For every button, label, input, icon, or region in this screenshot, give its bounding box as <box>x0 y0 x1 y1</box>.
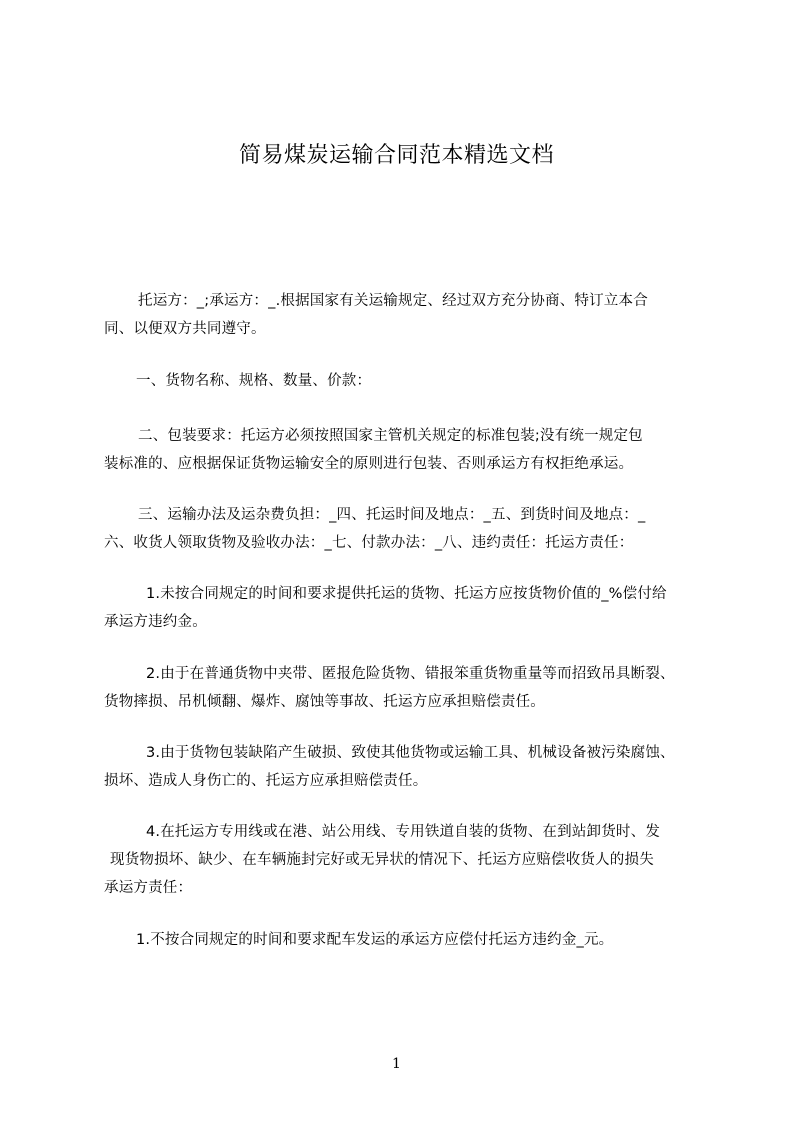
paragraph-shipper-item-2 <box>104 660 704 716</box>
paragraph-line: 装标准的、应根据保证货物运输安全的原则进行包装、否则承运方有权拒绝承运。 <box>104 456 634 472</box>
paragraph-shipper-item-1 <box>104 580 704 636</box>
paragraph-parties <box>104 287 704 343</box>
paragraph-line: 1.未按合同规定的时间和要求提供托运的货物、托运方应按货物价值的_%偿付给 <box>146 586 667 602</box>
paragraph-line: 承运方责任： <box>104 880 193 896</box>
paragraph-section-3 <box>104 501 704 557</box>
paragraph-line: 承运方违约金。 <box>104 614 207 630</box>
paragraph-shipper-item-3 <box>104 739 704 795</box>
paragraph-line: 三、运输办法及运杂费负担：_四、托运时间及地点：_五、到货时间及地点：_ <box>138 507 646 523</box>
paragraph-line: 3.由于货物包装缺陷产生破损、致使其他货物或运输工具、机械设备被污染腐蚀、 <box>146 745 675 761</box>
paragraph-line: 六、收货人领取货物及验收办法：_七、付款办法：_八、违约责任：托运方责任： <box>104 535 634 551</box>
paragraph-line: 2.由于在普通货物中夹带、匿报危险货物、错报笨重货物重量等而招致吊具断裂、 <box>146 666 675 682</box>
page-number: 1 <box>392 1056 401 1072</box>
paragraph-line: 一、货物名称、规格、数量、价款： <box>136 373 372 389</box>
paragraph-line: 损坏、造成人身伤亡的、托运方应承担赔偿责任。 <box>104 773 428 789</box>
page-title: 简易煤炭运输合同范本精选文档 <box>238 143 554 168</box>
paragraph-line: 1.不按合同规定的时间和要求配车发运的承运方应偿付托运方违约金_元。 <box>136 932 614 948</box>
paragraph-section-1 <box>104 367 704 395</box>
paragraph-line: 货物摔损、吊机倾翻、爆炸、腐蚀等事故、托运方应承担赔偿责任。 <box>104 694 545 710</box>
paragraph-line: 同、以便双方共同遵守。 <box>104 321 266 337</box>
paragraph-line: 4.在托运方专用线或在港、站公用线、专用铁道自装的货物、在到站卸货时、发 <box>146 824 661 840</box>
paragraph-section-2 <box>104 422 704 478</box>
paragraph-carrier-item-1 <box>104 926 704 954</box>
paragraph-line: 托运方：_;承运方：_.根据国家有关运输规定、经过双方充分协商、特订立本合 <box>138 293 648 309</box>
paragraph-line: 现货物损坏、缺少、在车辆施封完好或无异状的情况下、托运方应赔偿收货人的损失 <box>110 852 654 868</box>
paragraph-line: 二、包装要求：托运方必须按照国家主管机关规定的标准包装;没有统一规定包 <box>138 428 643 444</box>
paragraph-shipper-item-4 <box>104 818 704 902</box>
